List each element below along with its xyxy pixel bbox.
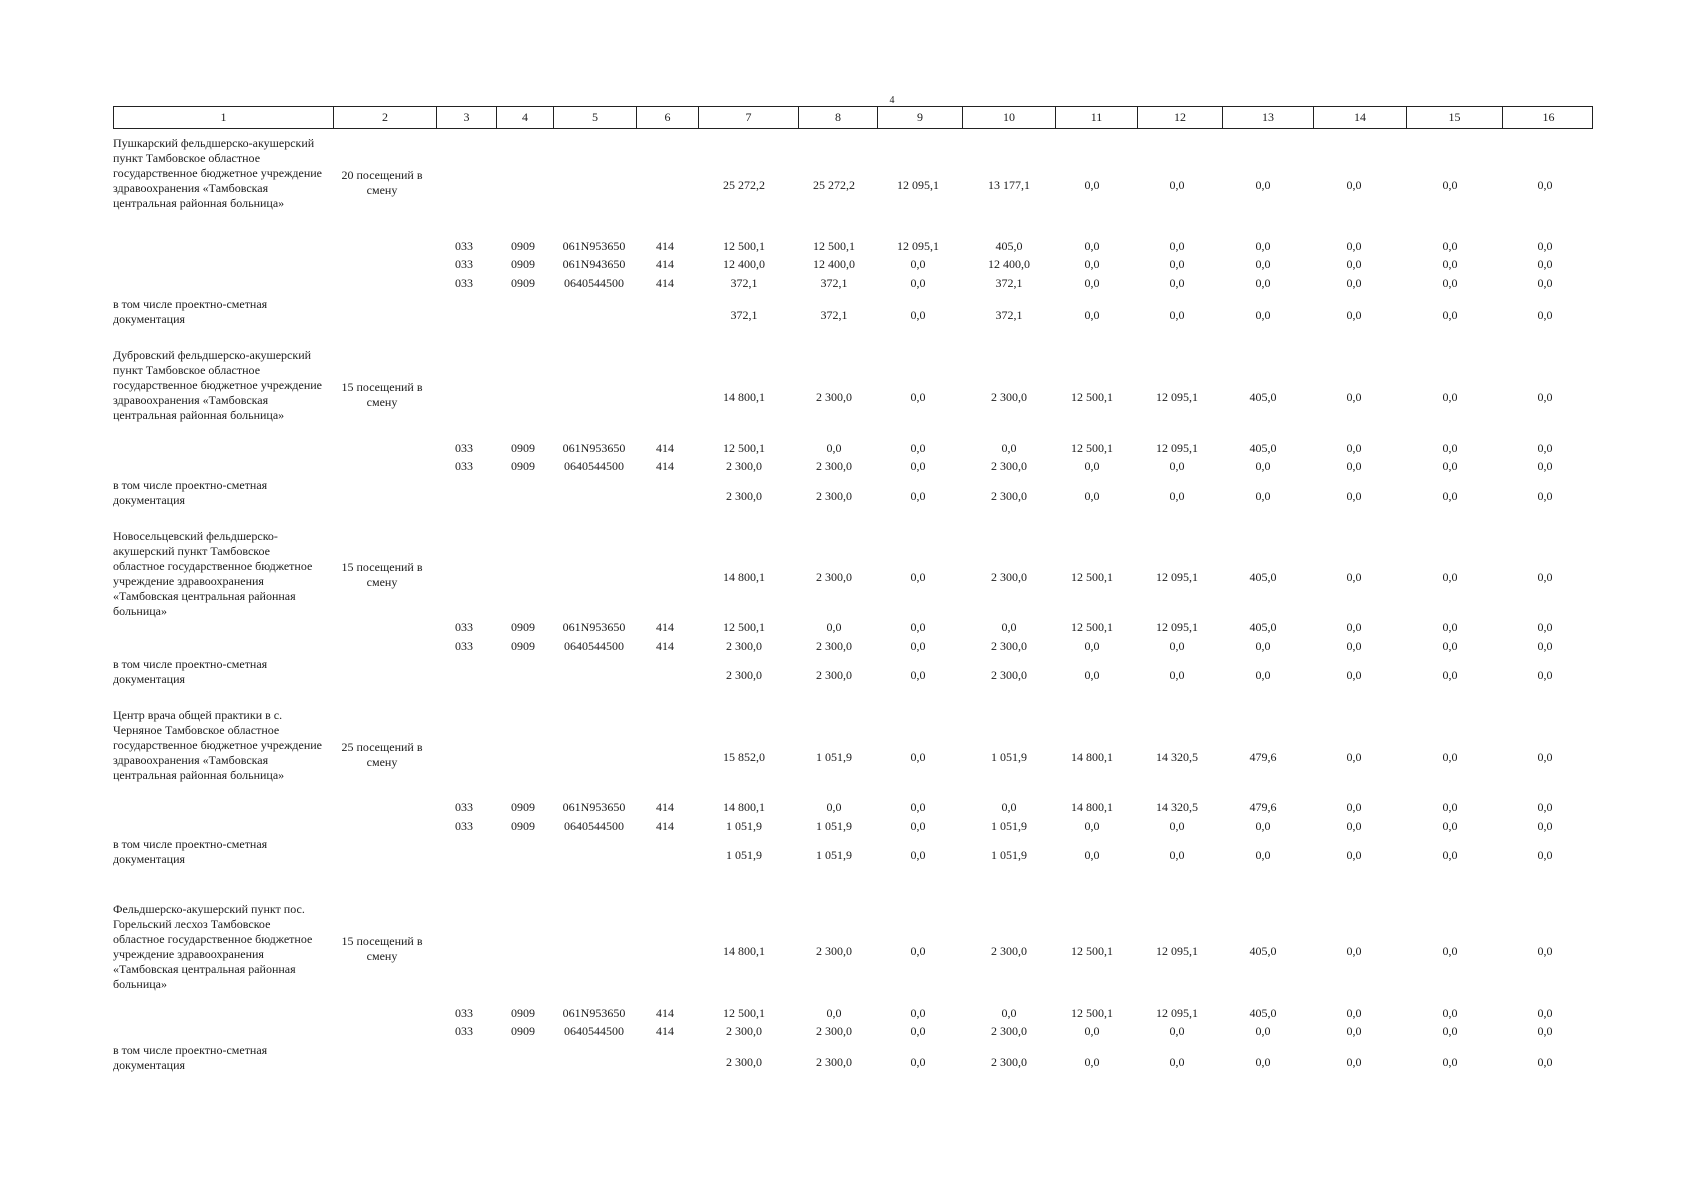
psd-value: 2 300,0 [816, 1055, 852, 1069]
row-value: 0,0 [1346, 1006, 1362, 1020]
psd-value: 0,0 [1442, 668, 1458, 682]
row-value: 1 051,9 [726, 819, 762, 833]
row-value: 372,1 [730, 276, 758, 290]
row-value: 0,0 [1255, 276, 1271, 290]
code-section: 0909 [511, 459, 535, 473]
row-value: 0,0 [1346, 800, 1362, 814]
header-cell: 3 [437, 107, 497, 128]
code-type: 414 [656, 441, 674, 455]
code-section: 0909 [511, 276, 535, 290]
row-value: 0,0 [910, 620, 926, 634]
facility-name: Центр врача общей практики в с. Черняное Тамбовское областное государственное бюджетное учреждение здравоохранения «Тамбовская центральная районная больница» [113, 708, 322, 782]
row-value: 0,0 [826, 1006, 842, 1020]
total-value: 0,0 [910, 390, 926, 404]
row-value: 1 051,9 [991, 819, 1027, 833]
total-value: 405,0 [1249, 570, 1277, 584]
total-value: 14 320,5 [1156, 750, 1198, 764]
code-target: 061N953650 [562, 1006, 626, 1020]
row-value: 0,0 [1001, 1006, 1017, 1020]
row-value: 12 400,0 [988, 257, 1030, 271]
total-value: 0,0 [910, 570, 926, 584]
code-type: 414 [656, 800, 674, 814]
code-chapter: 033 [455, 819, 473, 833]
code-type: 414 [656, 639, 674, 653]
total-value: 12 095,1 [897, 178, 939, 192]
total-value: 25 272,2 [723, 178, 765, 192]
code-target: 0640544500 [564, 459, 624, 473]
psd-label: в том числе проектно-сметная документация [113, 297, 268, 326]
total-value: 13 177,1 [988, 178, 1030, 192]
psd-value: 0,0 [1255, 489, 1271, 503]
total-value: 0,0 [1442, 570, 1458, 584]
page-number: 4 [889, 95, 895, 106]
total-value: 0,0 [1537, 178, 1553, 192]
code-section: 0909 [511, 620, 535, 634]
psd-value: 0,0 [1169, 848, 1185, 862]
row-value: 0,0 [1537, 459, 1553, 473]
psd-value: 0,0 [1084, 1055, 1100, 1069]
row-value: 0,0 [1255, 239, 1271, 253]
row-value: 12 095,1 [1156, 1006, 1198, 1020]
row-value: 0,0 [1537, 1024, 1553, 1038]
row-value: 0,0 [1537, 639, 1553, 653]
row-value: 0,0 [1084, 459, 1100, 473]
total-value: 1 051,9 [991, 750, 1027, 764]
row-value: 0,0 [1169, 239, 1185, 253]
header-cell: 6 [637, 107, 699, 128]
psd-value: 2 300,0 [816, 489, 852, 503]
row-value: 0,0 [1346, 459, 1362, 473]
row-value: 0,0 [910, 1006, 926, 1020]
psd-value: 0,0 [1537, 668, 1553, 682]
psd-label: в том числе проектно-сметная документация [113, 1043, 268, 1072]
header-cell: 7 [699, 107, 799, 128]
psd-value: 1 051,9 [816, 848, 852, 862]
row-value: 0,0 [1255, 459, 1271, 473]
row-value: 0,0 [1084, 257, 1100, 271]
code-chapter: 033 [455, 639, 473, 653]
total-value: 12 095,1 [1156, 570, 1198, 584]
psd-value: 0,0 [1255, 668, 1271, 682]
row-value: 0,0 [1346, 276, 1362, 290]
total-value: 0,0 [910, 944, 926, 958]
total-value: 0,0 [1442, 944, 1458, 958]
row-value: 0,0 [1169, 1024, 1185, 1038]
row-value: 2 300,0 [816, 639, 852, 653]
row-value: 0,0 [826, 620, 842, 634]
row-value: 0,0 [1346, 819, 1362, 833]
psd-value: 2 300,0 [991, 668, 1027, 682]
code-type: 414 [656, 819, 674, 833]
header-cell: 14 [1314, 107, 1407, 128]
capacity: 15 посещений в смену [341, 560, 423, 589]
psd-value: 0,0 [1169, 668, 1185, 682]
psd-value: 2 300,0 [991, 1055, 1027, 1069]
psd-value: 0,0 [910, 489, 926, 503]
total-value: 0,0 [1442, 390, 1458, 404]
row-value: 0,0 [1255, 1024, 1271, 1038]
total-value: 12 095,1 [1156, 944, 1198, 958]
row-value: 2 300,0 [991, 459, 1027, 473]
row-value: 0,0 [910, 1024, 926, 1038]
row-value: 2 300,0 [991, 639, 1027, 653]
header-cell: 8 [799, 107, 878, 128]
psd-value: 2 300,0 [816, 668, 852, 682]
code-chapter: 033 [455, 441, 473, 455]
row-value: 0,0 [1169, 819, 1185, 833]
psd-value: 0,0 [1346, 1055, 1362, 1069]
total-value: 0,0 [1537, 944, 1553, 958]
row-value: 0,0 [1346, 441, 1362, 455]
total-value: 2 300,0 [816, 390, 852, 404]
row-value: 405,0 [1249, 1006, 1277, 1020]
capacity: 25 посещений в смену [341, 740, 423, 769]
psd-value: 372,1 [820, 308, 848, 322]
total-value: 0,0 [1537, 570, 1553, 584]
row-value: 0,0 [1442, 276, 1458, 290]
total-value: 12 500,1 [1071, 570, 1113, 584]
row-value: 0,0 [1537, 276, 1553, 290]
header-cell: 11 [1056, 107, 1138, 128]
psd-value: 0,0 [1346, 308, 1362, 322]
psd-label: в том числе проектно-сметная документация [113, 478, 268, 507]
total-value: 0,0 [1346, 944, 1362, 958]
row-value: 2 300,0 [726, 1024, 762, 1038]
total-value: 14 800,1 [1071, 750, 1113, 764]
psd-value: 0,0 [1537, 489, 1553, 503]
row-value: 0,0 [910, 441, 926, 455]
psd-value: 0,0 [1084, 848, 1100, 862]
code-section: 0909 [511, 441, 535, 455]
capacity: 15 посещений в смену [341, 380, 423, 409]
row-value: 14 800,1 [1071, 800, 1113, 814]
psd-value: 0,0 [910, 848, 926, 862]
total-value: 405,0 [1249, 944, 1277, 958]
row-value: 0,0 [1255, 257, 1271, 271]
code-target: 0640544500 [564, 276, 624, 290]
total-value: 0,0 [1255, 178, 1271, 192]
row-value: 2 300,0 [816, 1024, 852, 1038]
row-value: 0,0 [826, 441, 842, 455]
total-value: 2 300,0 [816, 944, 852, 958]
psd-value: 0,0 [1255, 848, 1271, 862]
row-value: 1 051,9 [816, 819, 852, 833]
code-chapter: 033 [455, 276, 473, 290]
code-type: 414 [656, 1006, 674, 1020]
row-value: 0,0 [1169, 459, 1185, 473]
row-value: 0,0 [1346, 1024, 1362, 1038]
row-value: 0,0 [1084, 1024, 1100, 1038]
row-value: 0,0 [1442, 257, 1458, 271]
row-value: 0,0 [1537, 441, 1553, 455]
code-chapter: 033 [455, 800, 473, 814]
total-value: 0,0 [1346, 750, 1362, 764]
total-value: 2 300,0 [991, 570, 1027, 584]
header-cell: 5 [554, 107, 637, 128]
total-value: 0,0 [1442, 178, 1458, 192]
code-type: 414 [656, 1024, 674, 1038]
psd-label: в том числе проектно-сметная документация [113, 837, 268, 866]
total-value: 2 300,0 [816, 570, 852, 584]
header-cell: 16 [1542, 110, 1555, 124]
code-section: 0909 [511, 239, 535, 253]
code-chapter: 033 [455, 1006, 473, 1020]
total-value: 2 300,0 [991, 390, 1027, 404]
code-type: 414 [656, 276, 674, 290]
psd-value: 0,0 [1346, 489, 1362, 503]
code-section: 0909 [511, 1024, 535, 1038]
row-value: 405,0 [1249, 620, 1277, 634]
row-value: 479,6 [1249, 800, 1277, 814]
row-value: 0,0 [1001, 800, 1017, 814]
total-value: 0,0 [1537, 750, 1553, 764]
psd-value: 0,0 [1169, 308, 1185, 322]
code-target: 061N953650 [562, 620, 626, 634]
code-target: 061N953650 [562, 441, 626, 455]
total-value: 14 800,1 [723, 570, 765, 584]
table-header [113, 106, 1593, 129]
total-value: 12 500,1 [1071, 390, 1113, 404]
psd-value: 2 300,0 [726, 1055, 762, 1069]
total-value: 1 051,9 [816, 750, 852, 764]
facility-name: Дубровский фельдшерско-акушерский пункт Тамбовское областное государственное бюджетное учреждение здравоохранения «Тамбовская центральная районная больница» [113, 348, 322, 422]
row-value: 0,0 [1255, 639, 1271, 653]
psd-value: 0,0 [1346, 668, 1362, 682]
total-value: 0,0 [1169, 178, 1185, 192]
code-target: 0640544500 [564, 639, 624, 653]
psd-value: 2 300,0 [726, 668, 762, 682]
row-value: 12 500,1 [1071, 441, 1113, 455]
psd-value: 0,0 [1442, 308, 1458, 322]
facility-name: Новосельцевский фельдшерско-акушерский пункт Тамбовское областное государственное бюджетное учреждение здравоохранения «Тамбовская центральная районная больница» [113, 529, 313, 618]
row-value: 0,0 [1442, 800, 1458, 814]
psd-value: 2 300,0 [991, 489, 1027, 503]
row-value: 405,0 [1249, 441, 1277, 455]
total-value: 14 800,1 [723, 944, 765, 958]
row-value: 0,0 [1346, 257, 1362, 271]
row-value: 0,0 [1346, 620, 1362, 634]
row-value: 0,0 [1537, 819, 1553, 833]
code-target: 061N953650 [562, 239, 626, 253]
code-target: 0640544500 [564, 1024, 624, 1038]
row-value: 0,0 [1084, 639, 1100, 653]
psd-value: 1 051,9 [726, 848, 762, 862]
total-value: 0,0 [1346, 390, 1362, 404]
facility-name: Фельдшерско-акушерский пункт пос. Горельский лесхоз Тамбовское областное государственное бюджетное учреждение здравоохранения «Тамбовская центральная районная больница» [113, 902, 313, 991]
row-value: 372,1 [995, 276, 1023, 290]
psd-label: в том числе проектно-сметная документация [113, 657, 268, 686]
row-value: 12 400,0 [723, 257, 765, 271]
row-value: 0,0 [1442, 239, 1458, 253]
code-type: 414 [656, 620, 674, 634]
row-value: 12 095,1 [897, 239, 939, 253]
row-value: 2 300,0 [726, 459, 762, 473]
row-value: 12 095,1 [1156, 441, 1198, 455]
row-value: 0,0 [910, 459, 926, 473]
psd-value: 0,0 [910, 668, 926, 682]
total-value: 0,0 [910, 750, 926, 764]
row-value: 0,0 [1169, 276, 1185, 290]
total-value: 479,6 [1249, 750, 1277, 764]
psd-value: 0,0 [1169, 489, 1185, 503]
row-value: 0,0 [1442, 620, 1458, 634]
row-value: 0,0 [1537, 620, 1553, 634]
code-section: 0909 [511, 639, 535, 653]
total-value: 25 272,2 [813, 178, 855, 192]
row-value: 12 500,1 [1071, 620, 1113, 634]
row-value: 0,0 [1084, 819, 1100, 833]
code-section: 0909 [511, 257, 535, 271]
row-value: 14 800,1 [723, 800, 765, 814]
header-cell: 9 [878, 107, 963, 128]
psd-value: 0,0 [1442, 489, 1458, 503]
code-section: 0909 [511, 1006, 535, 1020]
row-value: 0,0 [1442, 819, 1458, 833]
row-value: 0,0 [1442, 1024, 1458, 1038]
row-value: 2 300,0 [991, 1024, 1027, 1038]
row-value: 0,0 [1169, 257, 1185, 271]
psd-value: 0,0 [1537, 308, 1553, 322]
psd-value: 0,0 [910, 308, 926, 322]
row-value: 0,0 [910, 800, 926, 814]
psd-value: 0,0 [1084, 489, 1100, 503]
psd-value: 0,0 [910, 1055, 926, 1069]
code-target: 0640544500 [564, 819, 624, 833]
row-value: 0,0 [1537, 257, 1553, 271]
code-chapter: 033 [455, 257, 473, 271]
code-section: 0909 [511, 800, 535, 814]
row-value: 0,0 [1084, 239, 1100, 253]
code-target: 061N943650 [562, 257, 626, 271]
row-value: 0,0 [1255, 819, 1271, 833]
total-value: 0,0 [1346, 178, 1362, 192]
header-cell: 1 [114, 107, 334, 128]
header-cell: 13 [1223, 107, 1314, 128]
row-value: 372,1 [820, 276, 848, 290]
psd-value: 0,0 [1084, 308, 1100, 322]
row-value: 0,0 [1001, 620, 1017, 634]
psd-value: 0,0 [1084, 668, 1100, 682]
code-type: 414 [656, 459, 674, 473]
row-value: 0,0 [1537, 1006, 1553, 1020]
header-cell: 4 [497, 107, 554, 128]
header-cell: 10 [963, 107, 1056, 128]
total-value: 0,0 [1537, 390, 1553, 404]
row-value: 12 095,1 [1156, 620, 1198, 634]
psd-value: 0,0 [1537, 1055, 1553, 1069]
total-value: 0,0 [1442, 750, 1458, 764]
row-value: 0,0 [910, 257, 926, 271]
row-value: 12 400,0 [813, 257, 855, 271]
row-value: 0,0 [1442, 459, 1458, 473]
psd-value: 0,0 [1255, 308, 1271, 322]
psd-value: 0,0 [1346, 848, 1362, 862]
row-value: 0,0 [1537, 239, 1553, 253]
psd-value: 1 051,9 [991, 848, 1027, 862]
psd-value: 372,1 [730, 308, 758, 322]
row-value: 0,0 [910, 819, 926, 833]
row-value: 12 500,1 [813, 239, 855, 253]
psd-value: 0,0 [1169, 1055, 1185, 1069]
header-cell: 12 [1138, 107, 1223, 128]
header-cell: 15 [1407, 107, 1503, 128]
row-value: 2 300,0 [726, 639, 762, 653]
capacity: 15 посещений в смену [341, 934, 423, 963]
total-value: 2 300,0 [991, 944, 1027, 958]
capacity: 20 посещений в смену [341, 168, 423, 197]
code-chapter: 033 [455, 239, 473, 253]
total-value: 0,0 [1346, 570, 1362, 584]
code-chapter: 033 [455, 459, 473, 473]
psd-value: 0,0 [1537, 848, 1553, 862]
code-target: 061N953650 [562, 800, 626, 814]
total-value: 12 500,1 [1071, 944, 1113, 958]
row-value: 0,0 [1442, 1006, 1458, 1020]
row-value: 12 500,1 [723, 1006, 765, 1020]
row-value: 0,0 [1084, 276, 1100, 290]
code-chapter: 033 [455, 1024, 473, 1038]
total-value: 405,0 [1249, 390, 1277, 404]
total-value: 15 852,0 [723, 750, 765, 764]
code-section: 0909 [511, 819, 535, 833]
row-value: 14 320,5 [1156, 800, 1198, 814]
psd-value: 0,0 [1255, 1055, 1271, 1069]
row-value: 0,0 [1001, 441, 1017, 455]
row-value: 0,0 [910, 276, 926, 290]
code-type: 414 [656, 257, 674, 271]
total-value: 0,0 [1084, 178, 1100, 192]
code-type: 414 [656, 239, 674, 253]
row-value: 12 500,1 [723, 620, 765, 634]
psd-value: 0,0 [1442, 1055, 1458, 1069]
psd-value: 372,1 [995, 308, 1023, 322]
row-value: 0,0 [1169, 639, 1185, 653]
row-value: 0,0 [1346, 239, 1362, 253]
total-value: 12 095,1 [1156, 390, 1198, 404]
row-value: 12 500,1 [723, 239, 765, 253]
row-value: 0,0 [1346, 639, 1362, 653]
row-value: 405,0 [995, 239, 1023, 253]
facility-name: Пушкарский фельдшерско-акушерский пункт Тамбовское областное государственное бюджетное учреждение здравоохранения «Тамбовская центральная районная больница» [113, 136, 322, 210]
psd-value: 0,0 [1442, 848, 1458, 862]
row-value: 2 300,0 [816, 459, 852, 473]
row-value: 0,0 [1442, 441, 1458, 455]
row-value: 0,0 [1537, 800, 1553, 814]
row-value: 0,0 [1442, 639, 1458, 653]
row-value: 12 500,1 [1071, 1006, 1113, 1020]
code-chapter: 033 [455, 620, 473, 634]
header-cell: 2 [334, 107, 437, 128]
row-value: 0,0 [910, 639, 926, 653]
total-value: 14 800,1 [723, 390, 765, 404]
row-value: 0,0 [826, 800, 842, 814]
row-value: 12 500,1 [723, 441, 765, 455]
psd-value: 2 300,0 [726, 489, 762, 503]
